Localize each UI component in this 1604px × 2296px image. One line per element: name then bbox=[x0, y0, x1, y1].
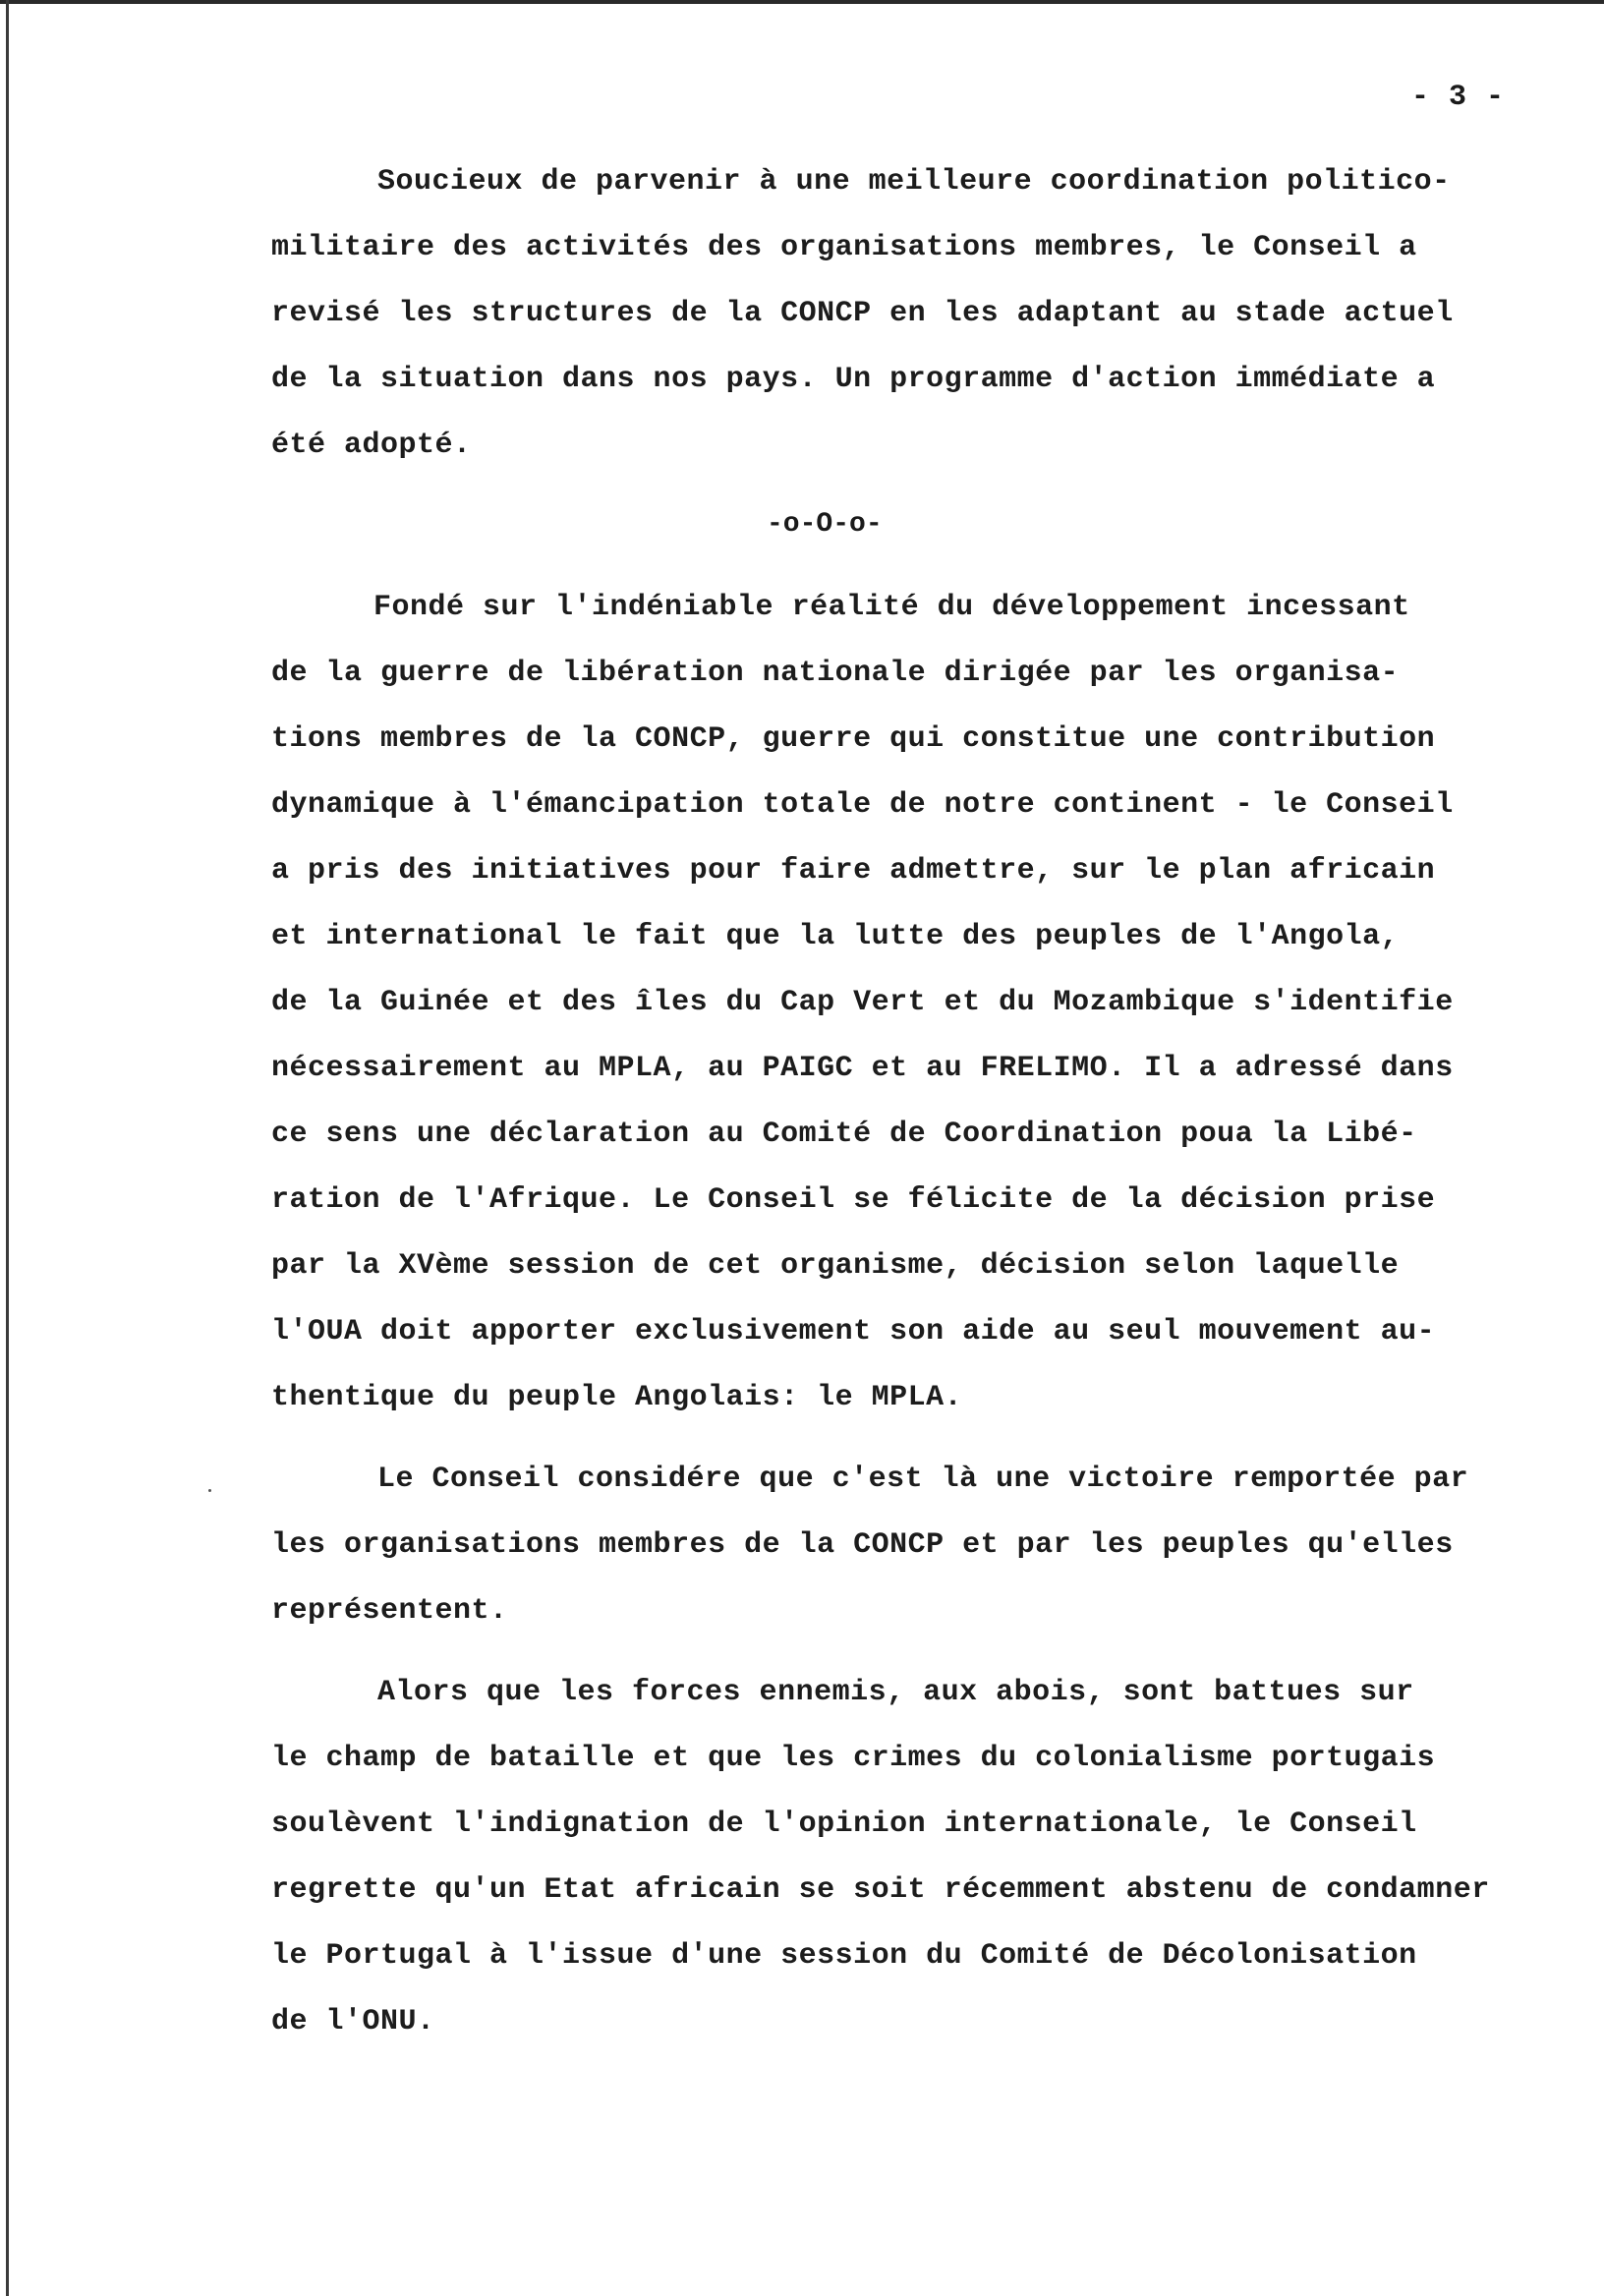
paragraph-line: le champ de bataille et que les crimes du colonialisme portugais bbox=[271, 1742, 1436, 1775]
paragraph-line: le Portugal à l'issue d'une session du Comité de Décolonisation bbox=[271, 1939, 1417, 1973]
paragraph-line: de la Guinée et des îles du Cap Vert et du Mozambique s'identifie bbox=[271, 986, 1454, 1019]
paragraph-line: de l'ONU. bbox=[271, 2005, 435, 2038]
paragraph-line: Le Conseil considére que c'est là une victoire remportée par bbox=[377, 1463, 1469, 1496]
paragraph-line: regrette qu'un Etat africain se soit récemment abstenu de condamner bbox=[271, 1873, 1490, 1907]
section-separator: -o-O-o- bbox=[767, 509, 883, 540]
paragraph-line: nécessairement au MPLA, au PAIGC et au FRELIMO. Il a adressé dans bbox=[271, 1052, 1454, 1085]
paragraph-line: revisé les structures de la CONCP en les adaptant au stade actuel bbox=[271, 297, 1454, 330]
paragraph-line: de la guerre de libération nationale dirigée par les organisa- bbox=[271, 657, 1400, 690]
paragraph-line: représentent. bbox=[271, 1594, 508, 1628]
paragraph-line: ce sens une déclaration au Comité de Coordination poua la Libé- bbox=[271, 1118, 1417, 1151]
paragraph-line: par la XVème session de cet organisme, décision selon laquelle bbox=[271, 1249, 1400, 1283]
paragraph-line: ration de l'Afrique. Le Conseil se félicite de la décision prise bbox=[271, 1183, 1436, 1217]
paragraph-line: dynamique à l'émancipation totale de notre continent - le Conseil bbox=[271, 788, 1454, 822]
paragraph-line: été adopté. bbox=[271, 429, 472, 462]
paragraph-line: les organisations membres de la CONCP et par les peuples qu'elles bbox=[271, 1528, 1454, 1562]
paragraph-line: Soucieux de parvenir à une meilleure coordination politico- bbox=[377, 165, 1451, 199]
paragraph-line: militaire des activités des organisations membres, le Conseil a bbox=[271, 231, 1417, 264]
paragraph-line: Alors que les forces ennemis, aux abois, sont battues sur bbox=[377, 1676, 1414, 1709]
paragraph-line: soulèvent l'indignation de l'opinion internationale, le Conseil bbox=[271, 1808, 1417, 1841]
paragraph-line: et international le fait que la lutte des peuples de l'Angola, bbox=[271, 920, 1400, 953]
paragraph-line: a pris des initiatives pour faire admettre, sur le plan africain bbox=[271, 854, 1436, 888]
scan-speck bbox=[208, 1489, 211, 1492]
paragraph-line: l'OUA doit apporter exclusivement son aide au seul mouvement au- bbox=[271, 1315, 1436, 1349]
page-number: - 3 - bbox=[1411, 81, 1506, 114]
paragraph-line: Fondé sur l'indéniable réalité du développement incessant bbox=[373, 591, 1410, 624]
paragraph-line: de la situation dans nos pays. Un programme d'action immédiate a bbox=[271, 363, 1436, 396]
page-top-edge bbox=[0, 0, 1604, 4]
page-left-edge bbox=[6, 0, 9, 2296]
paragraph-line: tions membres de la CONCP, guerre qui constitue une contribution bbox=[271, 722, 1436, 756]
paragraph-line: thentique du peuple Angolais: le MPLA. bbox=[271, 1381, 963, 1414]
